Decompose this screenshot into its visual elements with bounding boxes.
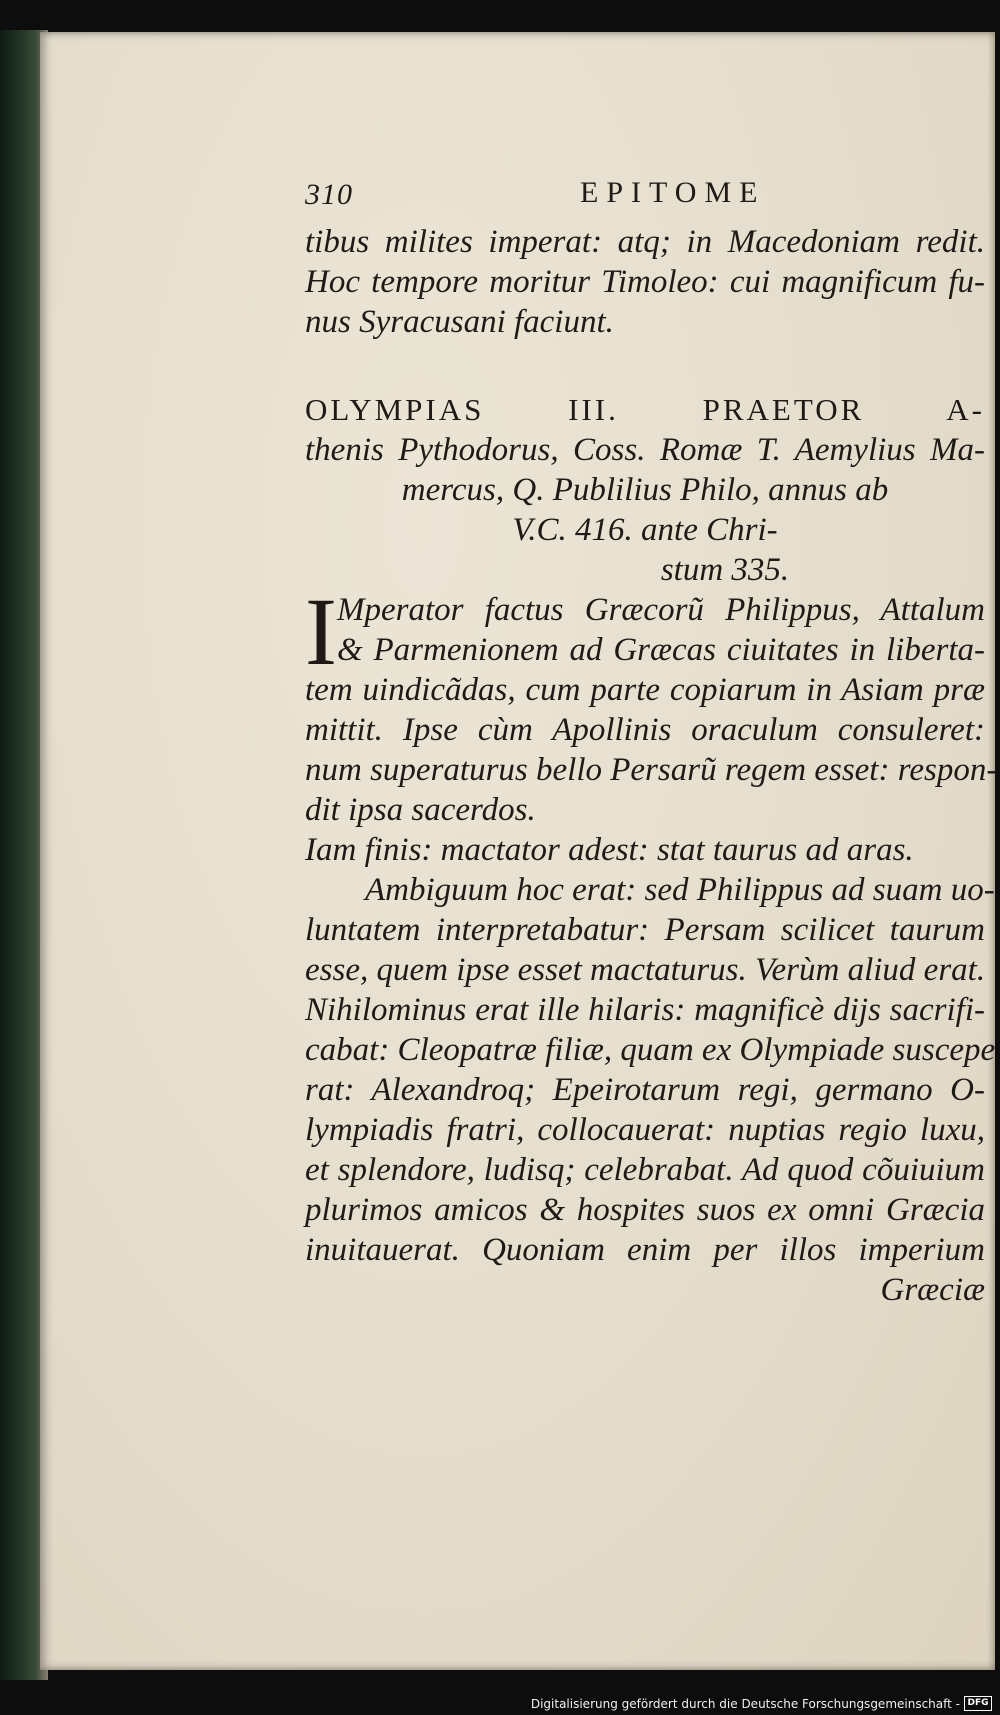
text-line: nus Syracusani faciunt. bbox=[305, 304, 614, 340]
running-head: EPITOME bbox=[580, 176, 766, 209]
text-line: Nihilominus erat ille hilaris: magnificè dijs sacrifi- bbox=[305, 992, 985, 1028]
catchword: Græciæ bbox=[880, 1272, 985, 1308]
text-line: rat: Alexandroq; Epeirotarum regi, germano O- bbox=[305, 1072, 985, 1108]
text-line: plurimos amicos & hospites suos ex omni Græcia bbox=[305, 1192, 985, 1228]
text-line: Ambiguum hoc erat: sed Philippus ad suam uo- bbox=[365, 872, 995, 908]
text-line: tibus milites imperat: atq; in Macedoniam redit. bbox=[305, 224, 985, 260]
page-number: 310 bbox=[305, 178, 353, 211]
text-line: mittit. Ipse cùm Apollinis oraculum consuleret: bbox=[305, 712, 985, 748]
olympiad-line: mercus, Q. Publilius Philo, annus ab bbox=[401, 472, 889, 508]
olympiad-heading: OLYMPIAS III. PRAETOR A- bbox=[305, 392, 985, 427]
paragraph-1 bbox=[305, 578, 998, 870]
text-line: Hoc tempore moritur Timoleo: cui magnificum fu- bbox=[305, 264, 985, 300]
dfg-logo: DFG bbox=[964, 1696, 992, 1711]
text-line: & Parmenionem ad Græcas ciuitates in liberta- bbox=[337, 632, 985, 668]
verse-line: Iam finis: mactator adest: stat taurus ad aras. bbox=[305, 832, 914, 868]
text-block bbox=[305, 172, 998, 1310]
credit-text: Digitalisierung gefördert durch die Deutsche Forschungsgemeinschaft - bbox=[530, 1696, 960, 1711]
olympiad-line: V.C. 416. ante Chri- bbox=[512, 512, 778, 548]
text-line: cabat: Cleopatræ filiæ, quam ex Olympiade suscepe bbox=[305, 1032, 996, 1068]
text-line: luntatem interpretabatur: Persam scilicet taurum bbox=[305, 912, 985, 948]
digitization-credit bbox=[531, 1696, 992, 1711]
page-header bbox=[305, 172, 985, 222]
drop-cap: I bbox=[305, 578, 337, 685]
text-line: dit ipsa sacerdos. bbox=[305, 792, 536, 828]
olympiad-line: stum 335. bbox=[660, 552, 790, 588]
text-line: inuitauerat. Quoniam enim per illos imperium bbox=[305, 1232, 985, 1268]
text-line: lympiadis fratri, collocauerat: nuptias regio luxu, bbox=[305, 1112, 985, 1148]
text-line: et splendore, ludisq; celebrabat. Ad quod cõuiuium bbox=[305, 1152, 985, 1188]
text-line: esse, quem ipse esset mactaturus. Verùm aliud erat. bbox=[305, 952, 986, 988]
paragraph-2 bbox=[305, 870, 996, 1310]
text-line: tem uindicãdas, cum parte copiarum in Asiam præ bbox=[305, 672, 985, 708]
olympiad-line: thenis Pythodorus, Coss. Romæ T. Aemylius Ma- bbox=[305, 432, 985, 468]
book-page bbox=[40, 32, 998, 1670]
text-line: Mperator factus Græcorũ Philippus, Attalum bbox=[337, 592, 985, 628]
text-line: num superaturus bello Persarũ regem esset: respon- bbox=[305, 752, 998, 788]
